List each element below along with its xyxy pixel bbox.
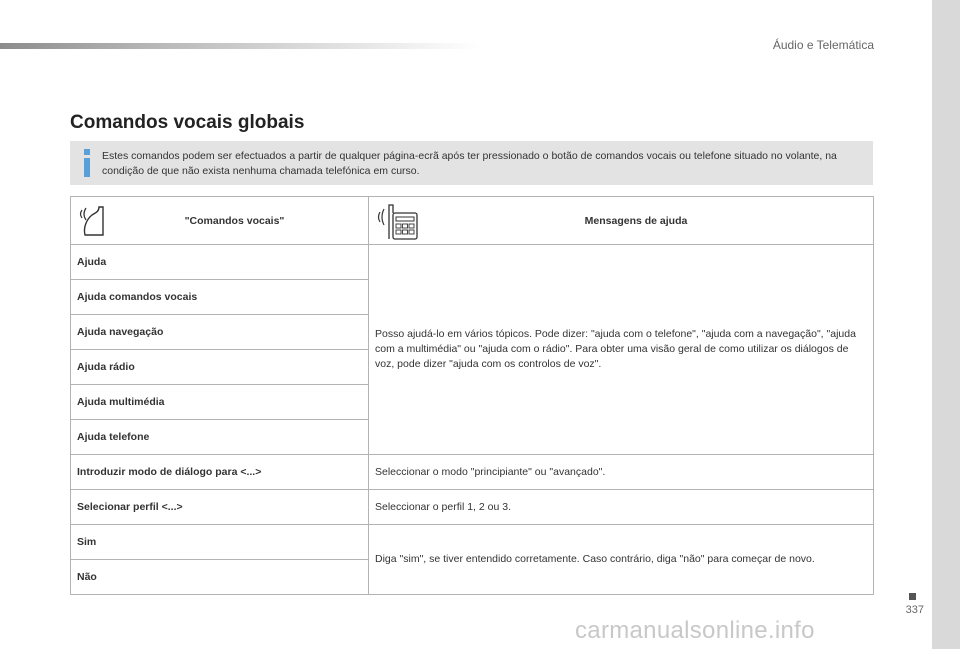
column-header-commands-label: "Comandos vocais"	[184, 214, 285, 227]
page-heading: Comandos vocais globais	[70, 112, 305, 133]
table-row	[71, 245, 874, 280]
table-header-row	[71, 197, 874, 245]
voice-commands-table	[70, 196, 874, 595]
voice-help-icon	[377, 201, 421, 243]
table-row	[71, 490, 874, 525]
info-icon	[80, 148, 94, 178]
voice-command-icon	[79, 201, 109, 239]
command-cell: Ajuda telefone	[71, 420, 369, 455]
command-cell: Ajuda rádio	[71, 350, 369, 385]
column-header-help	[369, 197, 874, 245]
response-cell: Seleccionar o modo "principiante" ou "avançado".	[369, 455, 874, 490]
command-cell: Sim	[71, 525, 369, 560]
page-number: 337	[905, 604, 924, 616]
command-cell: Não	[71, 560, 369, 595]
header-gradient-bar	[0, 43, 480, 49]
response-cell: Seleccionar o perfil 1, 2 ou 3.	[369, 490, 874, 525]
page-marker	[909, 593, 916, 600]
command-cell: Ajuda multimédia	[71, 385, 369, 420]
command-cell: Ajuda navegação	[71, 315, 369, 350]
table-row	[71, 525, 874, 560]
page-edge-strip	[932, 0, 960, 649]
column-header-commands	[71, 197, 369, 245]
watermark: carmanualsonline.info	[575, 617, 815, 644]
column-header-help-label: Mensagens de ajuda	[584, 214, 688, 227]
response-cell-confirm: Diga "sim", se tiver entendido corretamente. Caso contrário, diga "não" para começar de novo.	[369, 525, 874, 595]
response-cell-help: Posso ajudá-lo em vários tópicos. Pode dizer: "ajuda com o telefone", "ajuda com a navegação", "ajuda com a multimédia" ou "ajuda com o rádio". Para obter uma visão geral de como utilizar os diálogos de voz, pode dizer "ajuda com os controlos de voz".	[369, 245, 874, 455]
command-cell: Ajuda	[71, 245, 369, 280]
info-box	[70, 141, 873, 185]
command-cell: Selecionar perfil <...>	[71, 490, 369, 525]
command-cell: Ajuda comandos vocais	[71, 280, 369, 315]
table-row	[71, 455, 874, 490]
command-cell: Introduzir modo de diálogo para <...>	[71, 455, 369, 490]
info-text: Estes comandos podem ser efectuados a partir de qualquer página-ecrã após ter pressionado o botão de comandos vocais ou telefone situado no volante, na condição de que não exista nenhuma chamada telefónica em curso.	[102, 150, 837, 177]
section-title: Áudio e Telemática	[772, 38, 874, 52]
